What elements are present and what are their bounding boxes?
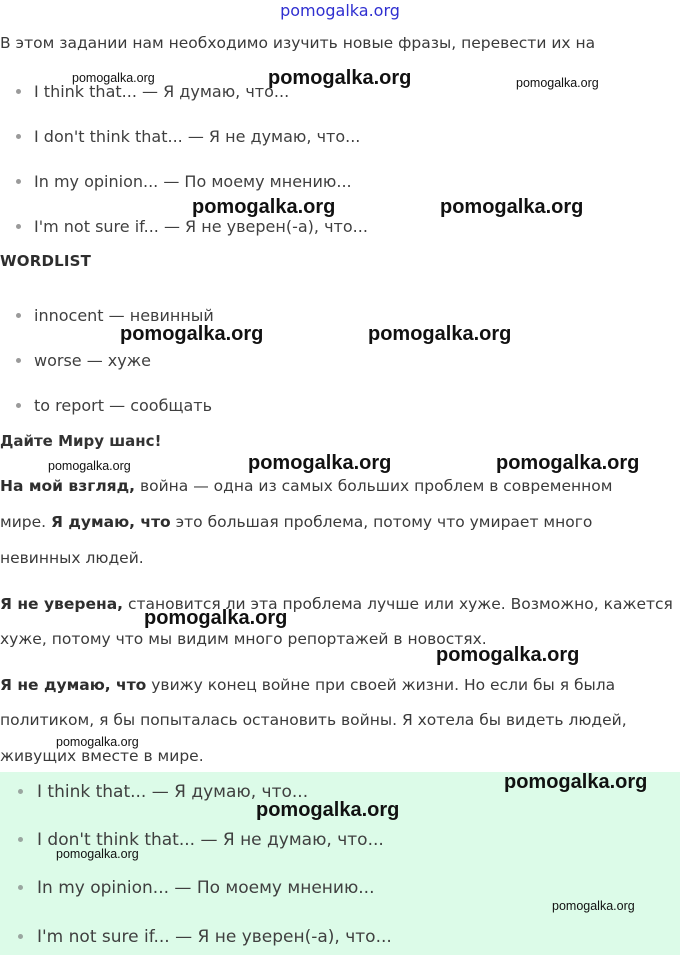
paragraph-text: это большая проблема, потому что умирает много: [170, 513, 593, 531]
word-text: to report — сообщать: [34, 396, 213, 415]
phrase-text: I'm not sure if... — Я не уверен(-а), что...: [34, 217, 368, 236]
bullet-icon: [16, 358, 21, 363]
list-item: [16, 127, 360, 146]
phrase-text: In my opinion... — По моему мнению...: [37, 878, 375, 898]
bullet-icon: [16, 224, 21, 229]
phrase-text: I don't think that... — Я не думаю, что...: [34, 127, 361, 146]
story-title: Дайте Миру шанс!: [0, 432, 162, 450]
watermark: pomogalka.org: [516, 76, 599, 90]
bullet-icon: [16, 134, 21, 139]
bold-phrase: На мой взгляд,: [0, 477, 136, 495]
watermark: pomogalka.org: [552, 899, 635, 913]
watermark: pomogalka.org: [56, 735, 139, 749]
watermark: pomogalka.org: [120, 323, 264, 345]
watermark: pomogalka.org: [440, 196, 584, 218]
list-item: [18, 878, 374, 898]
intro-text: В этом задании нам необходимо изучить новые фразы, перевести их на: [0, 34, 596, 52]
paragraph-line: [0, 477, 612, 495]
paragraph-line: [0, 513, 592, 531]
bold-phrase: Я не уверена,: [0, 595, 124, 613]
watermark: pomogalka.org: [256, 799, 400, 821]
list-item: [16, 217, 368, 236]
watermark: pomogalka.org: [192, 196, 336, 218]
phrase-text: I don't think that... — Я не думаю, что...: [37, 830, 384, 850]
bullet-icon: [16, 403, 21, 408]
watermark: pomogalka.org: [504, 771, 648, 793]
paragraph-text: увижу конец войне при своей жизни. Но если бы я была: [146, 676, 616, 694]
paragraph-text: становится ли эта проблема лучше или хуже. Возможно, кажется: [123, 595, 673, 613]
phrase-text: I'm not sure if... — Я не уверен(-а), что...: [37, 927, 392, 947]
phrase-text: In my opinion... — По моему мнению...: [34, 172, 352, 191]
list-item: [16, 351, 151, 370]
bullet-icon: [18, 837, 23, 842]
watermark: pomogalka.org: [436, 644, 580, 666]
phrase-text: I think that... — Я думаю, что...: [34, 82, 290, 101]
watermark: pomogalka.org: [368, 323, 512, 345]
watermark: pomogalka.org: [56, 847, 139, 861]
paragraph-line: хуже, потому что мы видим много репортажей в новостях.: [0, 630, 487, 648]
bullet-icon: [18, 789, 23, 794]
list-item: [16, 172, 352, 191]
watermark: pomogalka.org: [268, 67, 412, 89]
list-item: [16, 396, 212, 415]
bold-phrase: Я не думаю, что: [0, 676, 147, 694]
word-text: worse — хуже: [34, 351, 151, 370]
watermark: pomogalka.org: [144, 607, 288, 629]
bullet-icon: [16, 313, 21, 318]
phrase-text: I think that... — Я думаю, что...: [37, 782, 309, 802]
bullet-icon: [16, 179, 21, 184]
bullet-icon: [18, 934, 23, 939]
paragraph-text: мире.: [0, 513, 51, 531]
bullet-icon: [18, 885, 23, 890]
bullet-icon: [16, 89, 21, 94]
paragraph-line: [0, 676, 615, 694]
wordlist-heading: WORDLIST: [0, 252, 92, 270]
paragraph-line: невинных людей.: [0, 549, 144, 567]
site-header-link[interactable]: pomogalka.org: [280, 1, 400, 20]
watermark: pomogalka.org: [248, 452, 392, 474]
watermark: pomogalka.org: [48, 459, 131, 473]
paragraph-text: война — одна из самых больших проблем в современном: [135, 477, 613, 495]
bold-phrase: Я думаю, что: [51, 513, 171, 531]
word-text: innocent — невинный: [34, 306, 214, 325]
list-item: [18, 927, 392, 947]
paragraph-line: живущих вместе в мире.: [0, 747, 204, 765]
watermark: pomogalka.org: [72, 71, 155, 85]
watermark: pomogalka.org: [496, 452, 640, 474]
paragraph-line: политиком, я бы попыталась остановить войны. Я хотела бы видеть людей,: [0, 711, 627, 729]
paragraph-line: [0, 595, 673, 613]
